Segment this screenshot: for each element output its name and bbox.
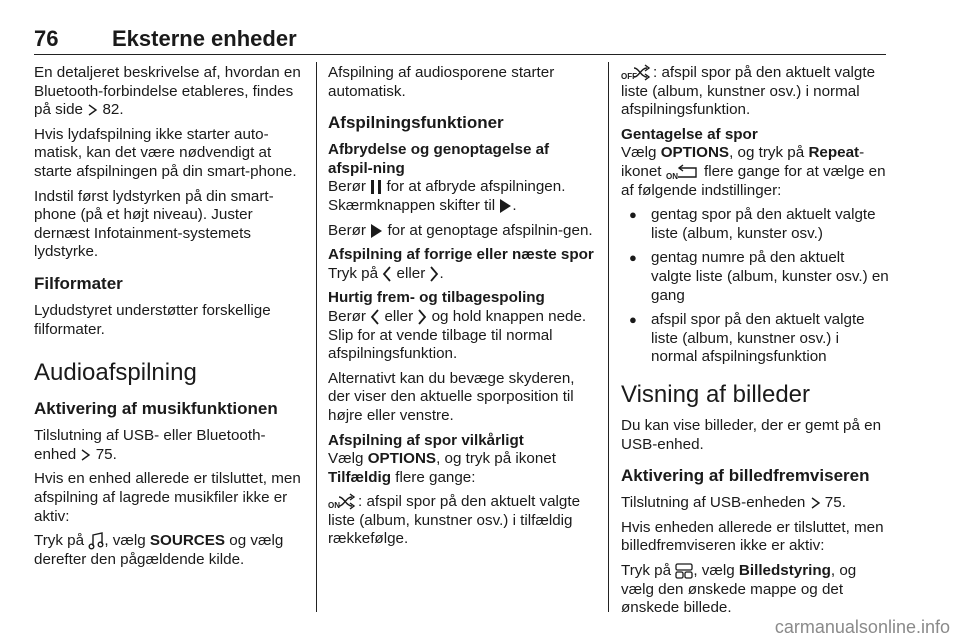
paragraph: Du kan vise billeder, der er gemt på en USB-enhed.: [621, 416, 882, 453]
arrow-ref-icon: [80, 449, 91, 461]
paragraph: Alternativt kan du bevæge skyderen, der viser den aktuelle sporposition til højre eller venstre.: [328, 369, 575, 424]
repeat-options-list: [621, 206, 889, 367]
chapter-title: Eksterne enheder: [112, 26, 297, 51]
column-1: [34, 64, 306, 575]
pause-icon: [370, 179, 382, 195]
column-divider: [316, 62, 317, 612]
arrow-ref-icon: [87, 104, 98, 116]
paragraph: Vælg OPTIONS, og tryk på Repeat-ikonet ON flere gange for at vælge en af følgende indstillinger:: [621, 144, 886, 199]
chevron-left-icon: [382, 266, 392, 282]
paragraph: Lydudstyret understøtter forskellige filformater.: [34, 301, 271, 338]
subsection-heading: Gentagelse af spor: [621, 125, 758, 143]
play-icon: [499, 198, 512, 214]
arrow-ref-icon: [810, 497, 821, 509]
section-heading: Aktivering af musikfunktionen: [34, 399, 278, 419]
subsection-heading: Afspilning af spor vilkårligt: [328, 431, 524, 449]
play-icon: [370, 223, 383, 239]
column-divider: [608, 62, 609, 612]
column-2: [328, 64, 594, 555]
paragraph: Tryk på eller .: [328, 264, 444, 282]
list-item: ● afspil spor på den aktuelt valgte liste (album, kunstner osv.) i normal afspilningsfunktion: [621, 311, 889, 367]
paragraph: Indstil først lydstyrken på din smart-phone (på et højt niveau). Juster dernæst Infotainment-systemets lydstyrke.: [34, 187, 274, 261]
section-heading: Afspilningsfunktioner: [328, 113, 504, 133]
paragraph: Tryk på , vælg Billedstyring, og vælg den ønskede mappe og det ønskede billede.: [621, 561, 857, 617]
chevron-left-icon: [370, 309, 380, 325]
repeat-icon: [666, 163, 700, 181]
paragraph: Afspilning af audiosporene starter automatisk.: [328, 64, 555, 100]
column-3: [621, 64, 889, 624]
paragraph: ON : afspil spor på den aktuelt valgte liste (album, kunstner osv.) i tilfældig rækkefølge.: [328, 493, 581, 548]
repeat-state-label: ON: [665, 171, 678, 181]
page-header: [34, 26, 886, 55]
list-item: ● gentag numre på den aktuelt valgte liste (album, kunster osv.) en gang: [621, 249, 889, 305]
shuffle-state-label: OFF: [621, 72, 637, 81]
paragraph: Berør eller og hold knappen nede. Slip for at vende tilbage til normal afspilningsfunktion.: [328, 307, 587, 363]
chevron-right-icon: [417, 309, 427, 325]
shuffle-icon: [621, 64, 653, 82]
list-item: ● gentag spor på den aktuelt valgte liste (album, kunster osv.): [621, 206, 889, 243]
paragraph: En detaljeret beskrivelse af, hvordan en Bluetooth-forbindelse etableres, findes på side 82.: [34, 64, 301, 119]
paragraph: Berør for at genoptage afspilnin-gen.: [328, 221, 593, 239]
section-heading: Aktivering af billedfremviseren: [621, 466, 870, 486]
paragraph: Berør for at afbryde afspilningen. Skærmknappen skifter til .: [328, 178, 566, 214]
music-note-icon: [88, 532, 104, 550]
chapter-heading: Visning af billeder: [621, 380, 811, 408]
paragraph: Hvis enheden allerede er tilsluttet, men billedfremviseren ikke er aktiv:: [621, 518, 884, 555]
paragraph: Hvis lydafspilning ikke starter auto-matisk, kan det være nødvendigt at starte afspilningen på din smart-phone.: [34, 125, 297, 180]
paragraph: OFF : afspil spor på den aktuelt valgte liste (album, kunstner osv.) i normal afspilningsfunktion.: [621, 64, 876, 119]
paragraph: Hvis en enhed allerede er tilsluttet, men afspilning af lagrede musikfiler ikke er aktiv:: [34, 470, 301, 525]
gallery-grid-icon: [675, 563, 693, 579]
paragraph: Vælg OPTIONS, og tryk på ikonet Tilfældig flere gange:: [328, 450, 556, 486]
shuffle-icon: [328, 493, 358, 511]
paragraph: Tryk på , vælg SOURCES og vælg derefter den pågældende kilde.: [34, 532, 284, 568]
shuffle-state-label: ON: [328, 501, 340, 511]
chevron-right-icon: [429, 266, 439, 282]
section-heading: Filformater: [34, 273, 123, 293]
watermark: carmanualsonline.info: [774, 617, 950, 637]
paragraph: Tilslutning af USB- eller Bluetooth-enhed 75.: [34, 427, 266, 463]
subsection-heading: Afspilning af forrige eller næste spor: [328, 246, 594, 264]
paragraph: Tilslutning af USB-enheden 75.: [621, 494, 846, 512]
chapter-heading: Audioafspilning: [34, 359, 197, 387]
subsection-heading: Afbrydelse og genoptagelse af afspil-ning: [328, 141, 550, 177]
page-number: 76: [34, 26, 59, 51]
subsection-heading: Hurtig frem- og tilbagespoling: [328, 289, 545, 307]
